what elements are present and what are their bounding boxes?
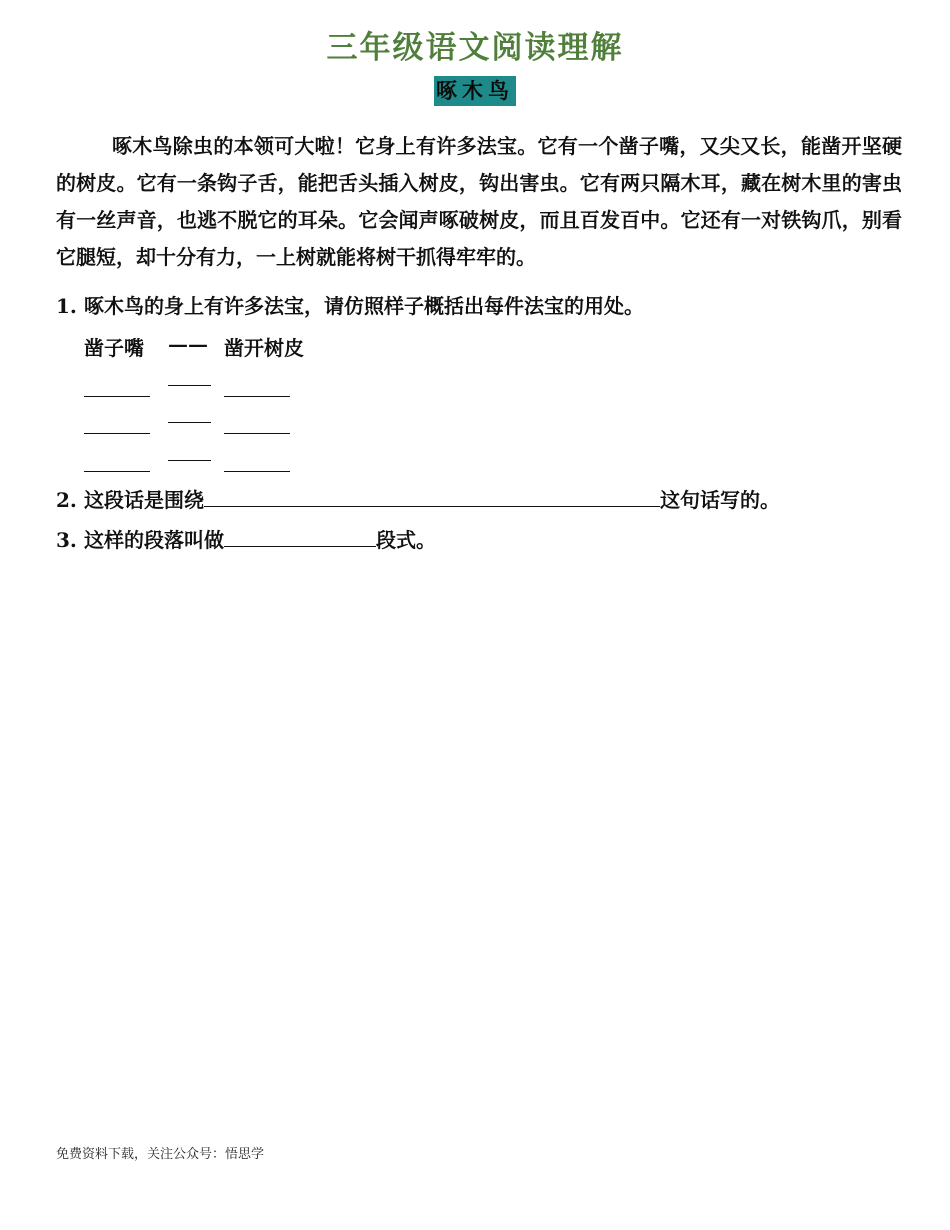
answer-blank-item[interactable] — [84, 447, 150, 472]
question-2 — [56, 484, 780, 514]
page-title: 三年级语文阅读理解 — [326, 30, 624, 66]
question-1 — [56, 292, 644, 320]
question-text: 啄木鸟的身上有许多法宝，请仿照样子概括出每件法宝的用处。 — [84, 294, 644, 318]
question-text-after: 这句话写的。 — [660, 488, 780, 512]
answer-blank[interactable] — [224, 524, 376, 547]
example-dash: —— — [168, 332, 208, 356]
answer-dash — [168, 422, 211, 423]
question-text-after: 段式。 — [376, 528, 436, 552]
question-text-before: 这样的段落叫做 — [84, 528, 224, 552]
answer-blank-use[interactable] — [224, 447, 290, 472]
example-use: 凿开树皮 — [224, 336, 304, 360]
answer-dash — [168, 460, 211, 461]
answer-blank-item[interactable] — [84, 372, 150, 397]
footer-note: 免费资料下载，关注公众号：悟思学 — [56, 1147, 265, 1162]
passage-title: 啄木鸟 — [434, 76, 516, 106]
answer-blank-use[interactable] — [224, 409, 290, 434]
question-number: 1. — [56, 294, 77, 318]
question-text-before: 这段话是围绕 — [84, 488, 204, 512]
answer-dash — [168, 385, 211, 386]
answer-blank-use[interactable] — [224, 372, 290, 397]
question-number: 2. — [56, 488, 77, 512]
answer-blank[interactable] — [204, 484, 660, 507]
answer-blank-item[interactable] — [84, 409, 150, 434]
question-number: 3. — [56, 528, 77, 552]
reading-passage: 啄木鸟除虫的本领可大啦！它身上有许多法宝。它有一个凿子嘴，又尖又长，能凿开坚硬的树皮。它有一条钩子舌，能把舌头插入树皮，钩出害虫。它有两只隔木耳，藏在树木里的害虫有一丝声音，也逃不脱它的耳朵。它会闻声啄破树皮，而且百发百中。它还有一对铁钩爪，别看它腿短，却十分有力，一上树就能将树干抓得牢牢的。 — [56, 134, 902, 269]
example-item: 凿子嘴 — [84, 336, 144, 360]
question-3 — [56, 524, 436, 554]
